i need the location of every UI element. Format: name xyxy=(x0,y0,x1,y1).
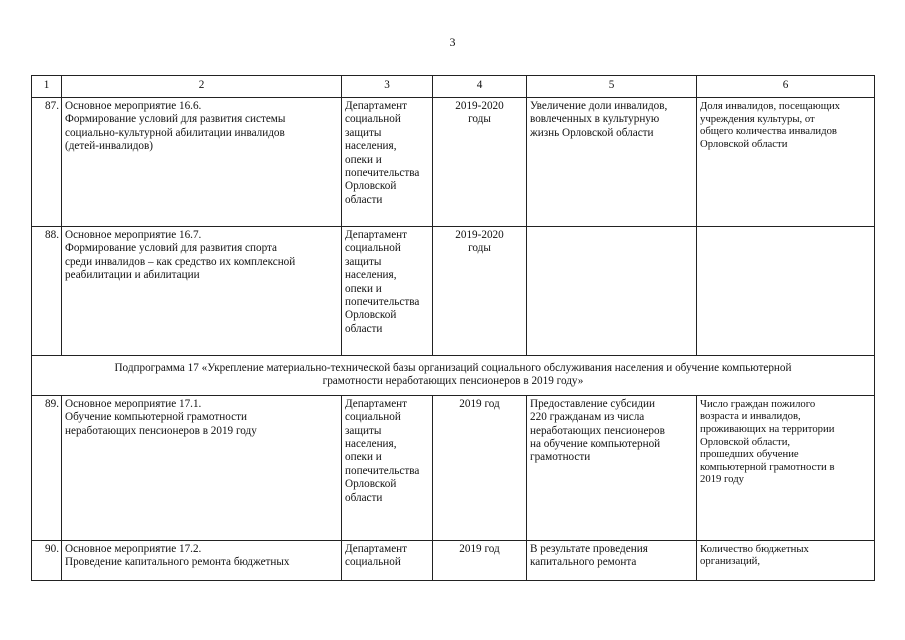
line: 2019 год xyxy=(459,397,500,410)
header-cell-3: 3 xyxy=(342,76,433,98)
line: опеки и xyxy=(345,451,382,464)
expected-result xyxy=(527,227,697,356)
row-number: 89. xyxy=(32,395,62,540)
table-row-89 xyxy=(32,395,875,540)
line: реабилитации и абилитации xyxy=(65,269,200,282)
line: социально-культурной абилитации инвалидов xyxy=(65,126,285,139)
line: защиты xyxy=(345,424,382,437)
line: грамотности неработающих пенсионеров в 2019 году» xyxy=(322,375,584,388)
line: Орловской области, xyxy=(700,435,791,448)
line: Подпрограмма 17 «Укрепление материально-технической базы организаций социального обслуживания населения и обучение компьютерной xyxy=(114,362,792,374)
line: попечительства xyxy=(345,464,420,477)
implementation-period xyxy=(433,540,527,580)
line: годы xyxy=(468,113,491,126)
line: возраста и инвалидов, xyxy=(700,410,801,423)
line: Орловской xyxy=(345,180,397,193)
line: социальной xyxy=(345,556,401,569)
line: попечительства xyxy=(345,296,420,309)
measures-table xyxy=(31,75,875,581)
line: проживающих на территории xyxy=(700,423,835,435)
table-row-87 xyxy=(32,98,875,227)
subprogram-row xyxy=(32,356,875,396)
implementation-period xyxy=(433,227,527,356)
expected-result xyxy=(527,98,697,227)
line: компьютерной грамотности в xyxy=(700,460,835,473)
table-row-88 xyxy=(32,227,875,356)
responsible-executor xyxy=(342,540,433,580)
header-cell-6: 6 xyxy=(697,76,875,98)
expected-result xyxy=(527,540,697,580)
line: В результате проведения xyxy=(530,542,648,555)
line: защиты xyxy=(345,255,382,268)
line: капитального ремонта xyxy=(530,556,637,569)
header-cell-4: 4 xyxy=(433,76,527,98)
line: Доля инвалидов, посещающих xyxy=(700,100,841,112)
responsible-executor xyxy=(342,227,433,356)
responsible-executor xyxy=(342,395,433,540)
line: Формирование условий для развития спорта xyxy=(65,242,278,255)
measure-description xyxy=(62,540,342,580)
line: Предоставление субсидии xyxy=(530,397,656,410)
row-number: 87. xyxy=(32,98,62,227)
line: 220 гражданам из числа xyxy=(530,411,645,424)
line: области xyxy=(345,322,383,335)
line: Основное мероприятие 17.2. xyxy=(65,542,202,555)
table-row-90 xyxy=(32,540,875,580)
target-indicator xyxy=(697,227,875,356)
line: Основное мероприятие 17.1. xyxy=(65,397,202,410)
line: Орловской области xyxy=(700,137,788,150)
line: области xyxy=(345,491,383,504)
line: организаций, xyxy=(700,555,761,568)
target-indicator xyxy=(697,540,875,580)
page-number: 3 xyxy=(449,35,456,49)
line: социальной xyxy=(345,242,401,255)
line: защиты xyxy=(345,126,382,139)
line: Департамент xyxy=(345,100,408,112)
line: населения, xyxy=(345,438,397,451)
target-indicator xyxy=(697,395,875,540)
target-indicator xyxy=(697,98,875,227)
line: Департамент xyxy=(345,542,408,555)
line: 2019-2020 xyxy=(455,229,504,241)
measure-description xyxy=(62,227,342,356)
line: населения, xyxy=(345,269,397,282)
line: грамотности xyxy=(530,451,591,464)
measure-description xyxy=(62,395,342,540)
header-cell-5: 5 xyxy=(527,76,697,98)
line: попечительства xyxy=(345,167,420,180)
line: Формирование условий для развития системы xyxy=(65,113,286,126)
expected-result xyxy=(527,395,697,540)
line: годы xyxy=(468,242,491,255)
line: учреждения культуры, от xyxy=(700,112,815,125)
header-cell-2: 2 xyxy=(62,76,342,98)
line: области xyxy=(345,193,383,206)
line: (детей-инвалидов) xyxy=(65,140,153,153)
line: 2019 году xyxy=(700,473,744,486)
line: опеки и xyxy=(345,153,382,166)
line: опеки и xyxy=(345,282,382,295)
responsible-executor xyxy=(342,98,433,227)
line: неработающих пенсионеров xyxy=(530,424,665,437)
line: вовлеченных в культурную xyxy=(530,113,660,126)
row-number: 88. xyxy=(32,227,62,356)
line: Департамент xyxy=(345,229,408,241)
line: 2019 год xyxy=(459,542,500,555)
line: Основное мероприятие 16.6. xyxy=(65,100,202,112)
line: Число граждан пожилого xyxy=(700,397,816,410)
line: Орловской xyxy=(345,478,397,491)
implementation-period xyxy=(433,98,527,227)
line: Увеличение доли инвалидов, xyxy=(530,100,668,112)
line: населения, xyxy=(345,140,397,153)
line: Департамент xyxy=(345,397,408,410)
line: 2019-2020 xyxy=(455,100,504,112)
line: социальной xyxy=(345,113,401,126)
line: жизнь Орловской области xyxy=(530,126,654,139)
line: социальной xyxy=(345,411,401,424)
line: на обучение компьютерной xyxy=(530,438,661,451)
measure-description xyxy=(62,98,342,227)
line: Основное мероприятие 16.7. xyxy=(65,229,202,241)
row-number: 90. xyxy=(32,540,62,580)
subprogram-title xyxy=(32,356,875,396)
line: Орловской xyxy=(345,309,397,322)
line: Обучение компьютерной грамотности xyxy=(65,411,247,424)
column-number-header-row xyxy=(32,76,875,98)
line: неработающих пенсионеров в 2019 году xyxy=(65,424,257,437)
header-cell-1: 1 xyxy=(32,76,62,98)
implementation-period xyxy=(433,395,527,540)
line: общего количества инвалидов xyxy=(700,125,837,138)
line: прошедших обучение xyxy=(700,448,799,461)
line: Проведение капитального ремонта бюджетных xyxy=(65,556,290,569)
line: среди инвалидов – как средство их комплексной xyxy=(65,255,296,268)
line: Количество бюджетных xyxy=(700,542,809,555)
